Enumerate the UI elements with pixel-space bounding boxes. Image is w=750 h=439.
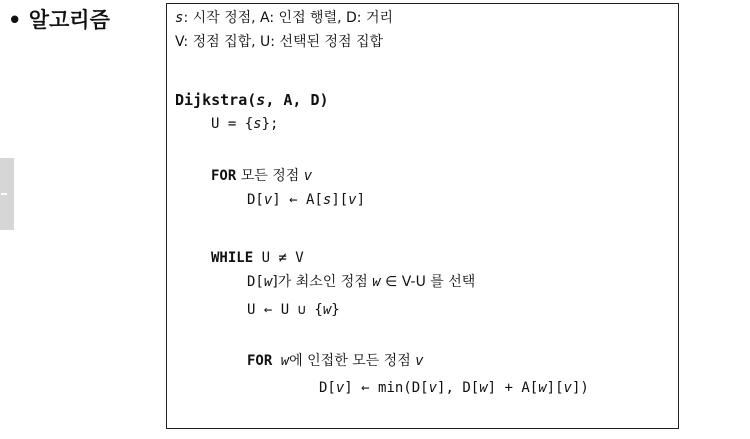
code-line-2: V: 정점 집합, U: 선택된 정점 집합 (175, 34, 384, 50)
code-line-10: FOR w에 인접한 모든 정점 v (247, 353, 424, 369)
code-line-4: U = {s}; (211, 116, 279, 132)
section-heading: • 알고리즘 (8, 8, 110, 32)
pseudocode-box (166, 3, 679, 429)
code-line-3: Dijkstra(s, A, D) (175, 91, 329, 109)
code-line-11: D[v] ← min(D[v], D[w] + A[w][v]) (319, 380, 589, 396)
code-line-9: U ← U ∪ {w} (247, 302, 340, 318)
code-line-6: D[v] ← A[s][v] (247, 192, 366, 208)
code-line-8: D[w]가 최소인 정점 w ∈ V-U 를 선택 (247, 274, 476, 290)
code-line-1: s: 시작 정점, A: 인접 행렬, D: 거리 (175, 10, 393, 26)
code-line-5: FOR 모든 정점 v (211, 168, 313, 184)
side-tab-dash (1, 193, 7, 195)
side-tab (0, 158, 14, 230)
code-line-7: WHILE U ≠ V (211, 250, 304, 266)
